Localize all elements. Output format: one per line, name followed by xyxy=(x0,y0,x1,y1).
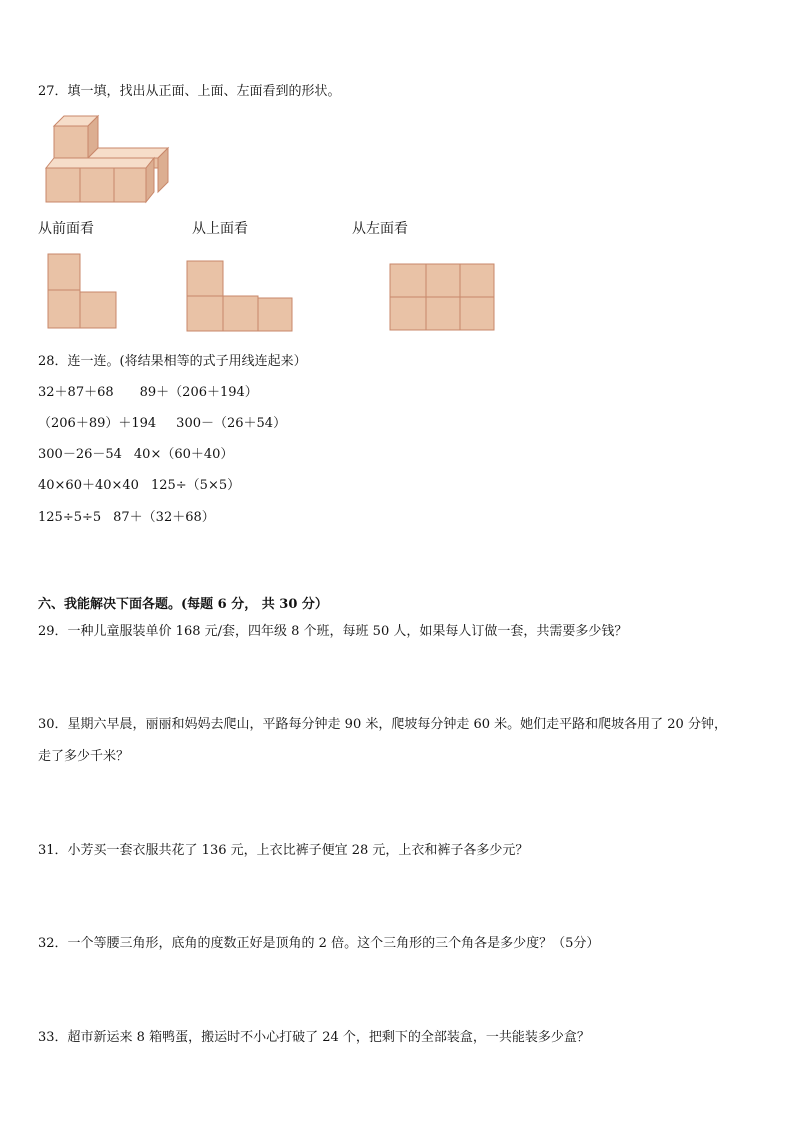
q27-title: 27．填一填，找出从正面、上面、左面看到的形状。 xyxy=(38,84,341,99)
q28-right-expr: 125÷（5×5） xyxy=(150,478,241,493)
caption-left-view: 从左面看 xyxy=(352,221,408,237)
caption-front-view: 从前面看 xyxy=(38,221,94,237)
left-view-shape xyxy=(389,263,497,333)
q30-text-line2: 走了多少千米？ xyxy=(38,749,130,764)
q33-text: 33．超市新运来 8 箱鸭蛋，搬运时不小心打破了 24 个，把剩下的全部装盒，一共能装多少盒？ xyxy=(38,1030,590,1045)
q30-text-line1: 30．星期六早晨，丽丽和妈妈去爬山，平路每分钟走 90 米，爬坡每分钟走 60 米。她们走平路和爬坡各用了 20 分钟， xyxy=(38,717,727,732)
q28-left-expr: （206＋89）＋194 xyxy=(38,416,157,431)
q28-left-expr: 125÷5÷5 xyxy=(38,510,102,525)
q28-right-expr: 87＋（32＋68） xyxy=(113,510,215,525)
q28-left-expr: 40×60＋40×40 xyxy=(38,478,139,493)
q28-right-expr: 300－（26＋54） xyxy=(176,416,287,431)
q28-right-expr: 89＋（206＋194） xyxy=(139,385,258,400)
q32-text: 32．一个等腰三角形，底角的度数正好是顶角的 2 倍。这个三角形的三个角各是多少度？（5分） xyxy=(38,936,600,951)
section-6-heading: 六、我能解决下面各题。(每题 6 分， 共 30 分） xyxy=(38,597,328,612)
q28-title: 28．连一连。(将结果相等的式子用线连起来） xyxy=(38,354,307,369)
q28-row-2 xyxy=(38,415,286,433)
cube-stack-figure xyxy=(42,112,172,206)
front-view-shape xyxy=(46,252,120,330)
q28-row-1 xyxy=(38,384,258,402)
caption-top-view: 从上面看 xyxy=(192,221,248,237)
q28-row-3 xyxy=(38,446,233,464)
front-row-cubes xyxy=(46,158,154,202)
q28-row-4 xyxy=(38,477,240,495)
q28-left-expr: 32＋87＋68 xyxy=(38,385,114,400)
q31-text: 31．小芳买一套衣服共花了 136 元，上衣比裤子便宜 28 元，上衣和裤子各多少元？ xyxy=(38,843,529,858)
q29-text: 29．一种儿童服装单价 168 元/套，四年级 8 个班，每班 50 人，如果每人订做一套，共需要多少钱？ xyxy=(38,624,628,639)
stacked-cube xyxy=(54,116,98,158)
q28-right-expr: 40×（60＋40） xyxy=(133,447,234,462)
q28-left-expr: 300－26－54 xyxy=(38,447,122,462)
top-view-shape xyxy=(186,260,294,332)
q28-row-5 xyxy=(38,509,215,527)
